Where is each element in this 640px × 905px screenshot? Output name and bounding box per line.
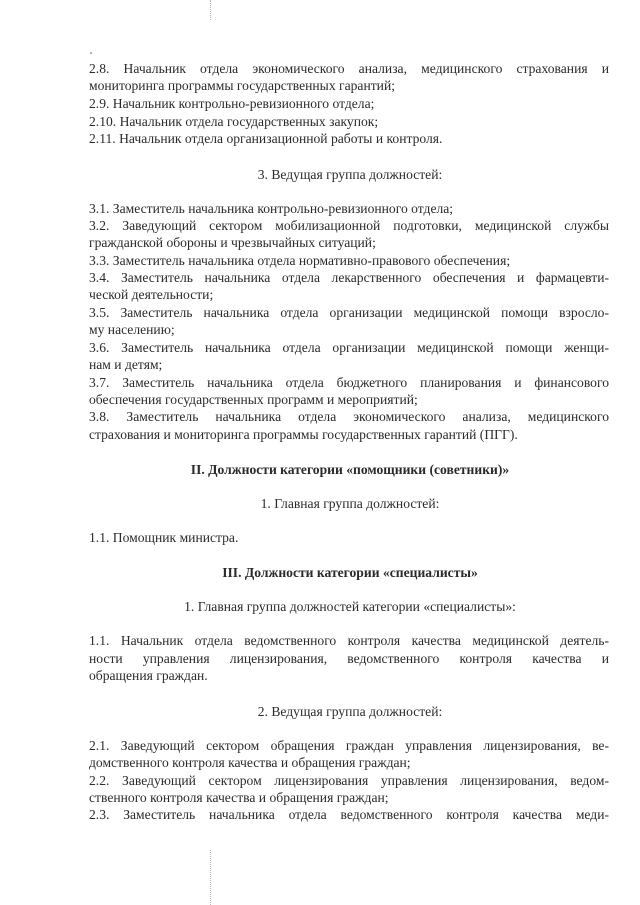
category3-group1-heading: 1. Главная группа должностей категории «специалисты»: [184,599,516,614]
cat3-item-2-3-line1: 2.3. Заместитель начальника отдела ведомственного контроля качества меди- [89,807,609,822]
item-3-6-line2: нам и детям; [89,357,163,372]
cat3-item-1-1-line3: обращения граждан. [89,668,208,683]
category3-group2-heading: 2. Ведущая группа должностей: [257,704,443,719]
cat3-item-2-1-line1: 2.1. Заведующий сектором обращения граждан управления лицензирования, ве- [89,738,609,753]
cat3-item-2-2-line2: ственного контроля качества и обращения граждан; [89,790,389,805]
scan-artifact-bottom [210,850,212,905]
item-3-5-line2: му населению; [89,322,175,337]
scan-artifact-top [210,0,212,20]
item-2-10: 2.10. Начальник отдела государственных закупок; [89,114,379,129]
item-3-6-line1: 3.6. Заместитель начальника отдела организации медицинской помощи женщи- [89,340,609,355]
category2-group-heading: 1. Главная группа должностей: [260,496,440,511]
item-3-8-line2: страхования и мониторинга программы государственных гарантий (ПГГ). [89,427,518,442]
item-3-3: 3.3. Заместитель начальника отдела нормативно-правового обеспечения; [89,253,511,268]
item-3-7-line1: 3.7. Заместитель начальника отдела бюджетного планирования и финансового [89,375,609,390]
item-3-2-line2: гражданской обороны и чрезвычайных ситуаций; [89,235,376,250]
item-3-1: 3.1. Заместитель начальника контрольно-ревизионного отдела; [89,201,454,216]
item-2-11: 2.11. Начальник отдела организационной работы и контроля. [89,131,443,146]
item-3-2-line1: 3.2. Заведующий сектором мобилизационной подготовки, медицинской службы [89,218,609,233]
item-2-8-line2: мониторинга программы государственных гарантий; [89,78,395,93]
cat3-item-1-1-line2: ности управления лицензирования, ведомственного контроля качества и [89,651,609,666]
cat3-item-2-1-line2: домственного контроля качества и обращения граждан; [89,755,411,770]
item-1-1-assistant: 1.1. Помощник министра. [89,530,239,545]
category2-heading: II. Должности категории «помощники (советники)» [190,462,510,477]
cat3-item-2-2-line1: 2.2. Заведующий сектором лицензирования управления лицензирования, ведом- [89,773,609,788]
category3-heading: III. Должности категории «специалисты» [222,565,478,580]
item-2-8-line1: 2.8. Начальник отдела экономического анализа, медицинского страхования и [89,61,609,76]
item-3-4-line1: 3.4. Заместитель начальника отдела лекарственного обеспечения и фармацевти- [89,270,609,285]
item-2-9: 2.9. Начальник контрольно-ревизионного отдела; [89,96,375,111]
scan-speck [90,52,92,54]
item-3-8-line1: 3.8. Заместитель начальника отдела экономического анализа, медицинского [89,409,609,424]
item-3-7-line2: обеспечения государственных программ и мероприятий; [89,392,418,407]
group3-heading: 3. Ведущая группа должностей: [257,167,443,182]
cat3-item-1-1-line1: 1.1. Начальник отдела ведомственного контроля качества медицинской деятель- [89,633,609,648]
item-3-5-line1: 3.5. Заместитель начальника отдела организации медицинской помощи взросло- [89,305,609,320]
item-3-4-line2: ческой деятельности; [89,287,214,302]
